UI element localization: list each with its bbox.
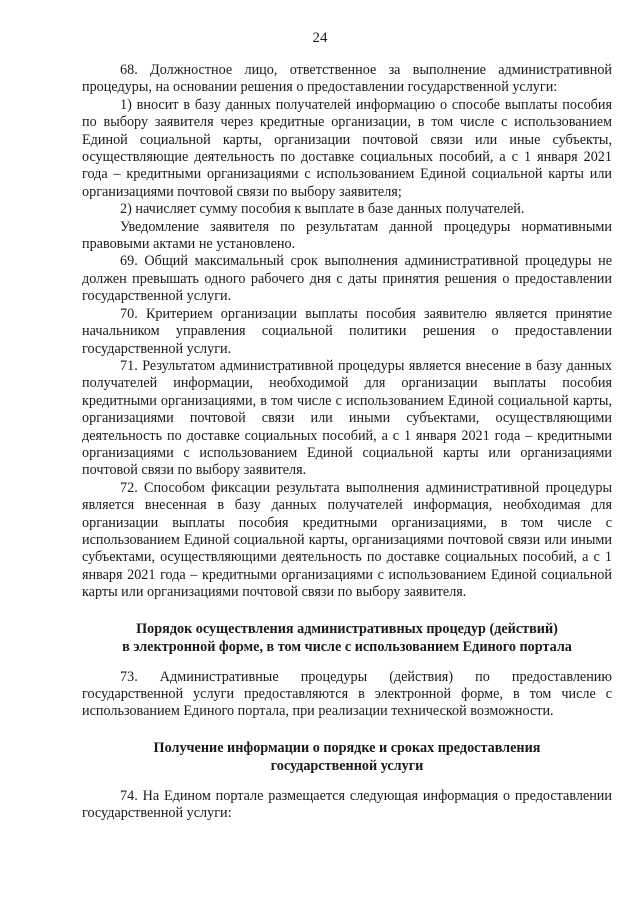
paragraph-68-notice: Уведомление заявителя по результатам данной процедуры нормативными правовыми актами не установлено.: [82, 218, 612, 253]
spacer: [82, 602, 612, 620]
heading-line: Получение информации о порядке и сроках предоставления: [153, 739, 541, 756]
paragraph-74: 74. На Едином портале размещается следующая информация о предоставлении государственной услуги:: [82, 787, 612, 822]
spacer: [82, 775, 612, 788]
spacer: [82, 721, 612, 739]
page-number: 24: [312, 30, 328, 46]
paragraph-68: 68. Должностное лицо, ответственное за выполнение административной процедуры, на основании решения о предоставлении государственной услуги:: [82, 62, 612, 96]
paragraph-69: 69. Общий максимальный срок выполнения административной процедуры не должен превышать одного рабочего дня с даты принятия решения о предоставлении государственной услуги.: [82, 253, 612, 305]
heading-line: в электронной форме, в том числе с использованием Единого портала: [122, 638, 572, 655]
section-heading-information: [82, 739, 612, 775]
paragraph-73: 73. Административные процедуры (действия) по предоставлению государственной услуги предоставляются в электронной форме, в том числе с использованием Единого портала, при реализации технической возможности.: [82, 668, 612, 720]
paragraph-70: 70. Критерием организации выплаты пособия заявителю является принятие начальником управления социальной политики решения о предоставлении государственной услуги.: [82, 305, 612, 357]
paragraph-68-item-2: 2) начисляет сумму пособия к выплате в базе данных получателей.: [120, 201, 525, 218]
paragraph-71: 71. Результатом административной процедуры является внесение в базу данных получателей информации, необходимой для организации выплаты пособия кредитными организациями, в том числе с использованием Единой социальной карты, организациями почтовой связи или иными субъектами, осуществляющими деятельность по доставке социальных пособий, а с 1 января 2021 года – кредитными организациями с использованием Единой социальной карты или организациями почтовой связи по выбору заявителя.: [82, 357, 612, 479]
paragraph-72: 72. Способом фиксации результата выполнения административной процедуры является внесенная в базу данных получателей информация, необходимая для организации выплаты пособия кредитными организациями, в том числе с использованием Единой социальной карты, организациями почтовой связи или иными субъектами, осуществляющими деятельность по доставке социальных пособий, а с 1 января 2021 года – кредитными организациями с использованием Единой социальной карты или организациями почтовой связи по выбору заявителя.: [82, 479, 612, 601]
spacer: [82, 656, 612, 669]
section-heading-electronic-procedures: [82, 620, 612, 656]
heading-line: Порядок осуществления административных процедур (действий): [136, 620, 558, 637]
paragraph-68-item-1: 1) вносит в базу данных получателей информацию о способе выплаты пособия по выбору заявителя через кредитные организации, в том числе с использованием Единой социальной карты, организации почтовой связи или иные субъекты, осуществляющие деятельность по доставке социальных пособий, а с 1 января 2021 года – кредитными организациями с использованием Единой социальной карты или организациями почтовой связи по выбору заявителя;: [82, 96, 612, 200]
document-body: [82, 62, 612, 823]
heading-line: государственной услуги: [270, 757, 424, 774]
